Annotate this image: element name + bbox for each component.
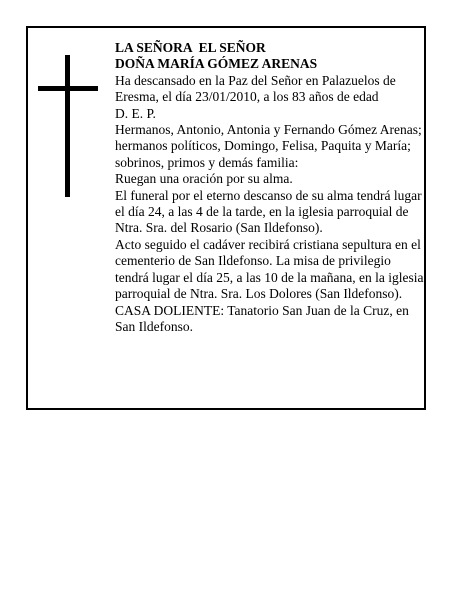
burial-details: Acto seguido el cadáver recibirá cristiana sepultura en el cementerio de San Ildefonso. La misa de privilegio tendrá lugar el día 25, a las 10 de la mañana, en la iglesia parroquial de Ntra. Sra. Los Dolores (San Ildefonso). xyxy=(115,236,424,302)
funeral-details: El funeral por el eterno descanso de su alma tendrá lugar el día 24, a las 4 de la tarde, en la iglesia parroquial de Ntra. Sra. del Rosario (San Ildefonso). xyxy=(115,187,422,236)
header-title: LA SEÑORA EL SEÑOR xyxy=(115,40,266,55)
prayer-request: Ruegan una oración por su alma. xyxy=(115,171,293,187)
obituary-notice xyxy=(26,26,426,410)
death-announcement: Ha descansado en la Paz del Señor en Palazuelos de Eresma, el día 23/01/2010, a los 83 años de edad xyxy=(115,72,396,105)
notice-text xyxy=(115,40,425,335)
cross-icon xyxy=(38,55,98,197)
rest-in-peace: D. E. P. xyxy=(115,105,156,121)
family-members: Hermanos, Antonio, Antonia y Fernando Gómez Arenas; hermanos políticos, Domingo, Felisa, Paquita y María; sobrinos, primos y demás familia: xyxy=(115,122,422,170)
deceased-name: DOÑA MARÍA GÓMEZ ARENAS xyxy=(115,56,318,72)
cross-vertical-bar xyxy=(65,55,70,197)
mourning-house: CASA DOLIENTE: Tanatorio San Juan de la Cruz, en San Ildefonso. xyxy=(115,302,409,334)
cross-horizontal-bar xyxy=(38,86,98,91)
